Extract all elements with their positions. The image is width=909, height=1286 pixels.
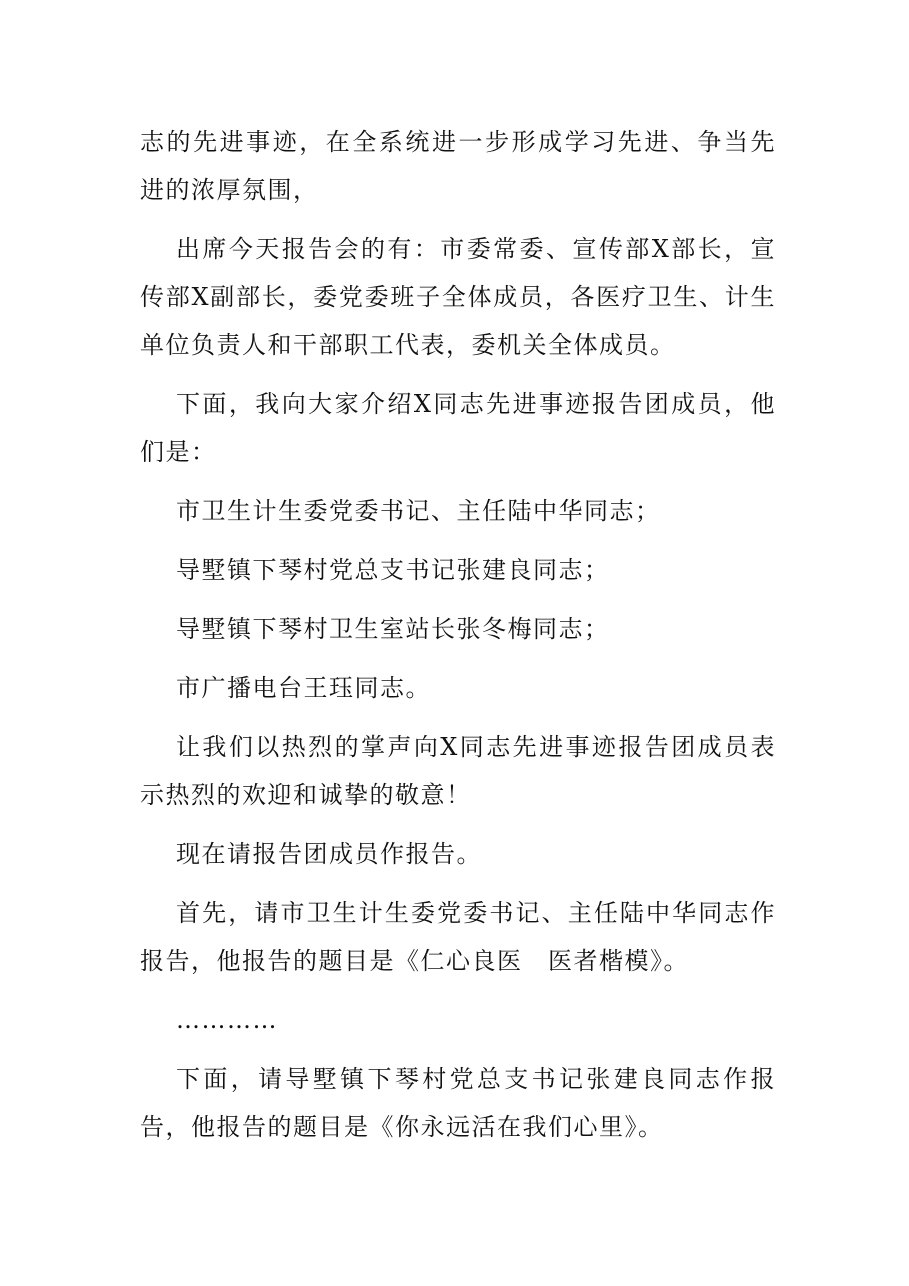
paragraph-invite: 现在请报告团成员作报告。 <box>176 840 482 868</box>
paragraph-applause: 让我们以热烈的掌声向X同志先进事迹报告团成员表示热烈的欢迎和诚挚的敬意！ <box>140 733 776 809</box>
paragraph-second-report: 下面，请导墅镇下琴村党总支书记张建良同志作报告，他报告的题目是《你永远活在我们心里》。 <box>140 1065 776 1141</box>
paragraph-member-2: 导墅镇下琴村党总支书记张建良同志； <box>176 556 610 584</box>
paragraph-member-1: 市卫生计生委党委书记、主任陆中华同志； <box>176 497 661 525</box>
document-body <box>140 118 776 1162</box>
paragraph-attendees: 出席今天报告会的有：市委常委、宣传部X部长，宣传部X副部长，委党委班子全体成员，各医疗卫生、计生单位负责人和干部职工代表，委机关全体成员。 <box>140 235 776 359</box>
paragraph-ellipsis: ………… <box>176 1006 278 1034</box>
paragraph-member-4: 市广播电台王珏同志。 <box>176 674 431 702</box>
paragraph-first-report: 首先，请市卫生计生委党委书记、主任陆中华同志作报告，他报告的题目是《仁心良医 医者楷模》。 <box>140 899 776 975</box>
paragraph-introduction: 下面，我向大家介绍X同志先进事迹报告团成员，他们是： <box>140 390 776 466</box>
paragraph-member-3: 导墅镇下琴村卫生室站长张冬梅同志； <box>176 615 610 643</box>
paragraph-continuation: 志的先进事迹，在全系统进一步形成学习先进、争当先进的浓厚氛围， <box>140 128 776 204</box>
